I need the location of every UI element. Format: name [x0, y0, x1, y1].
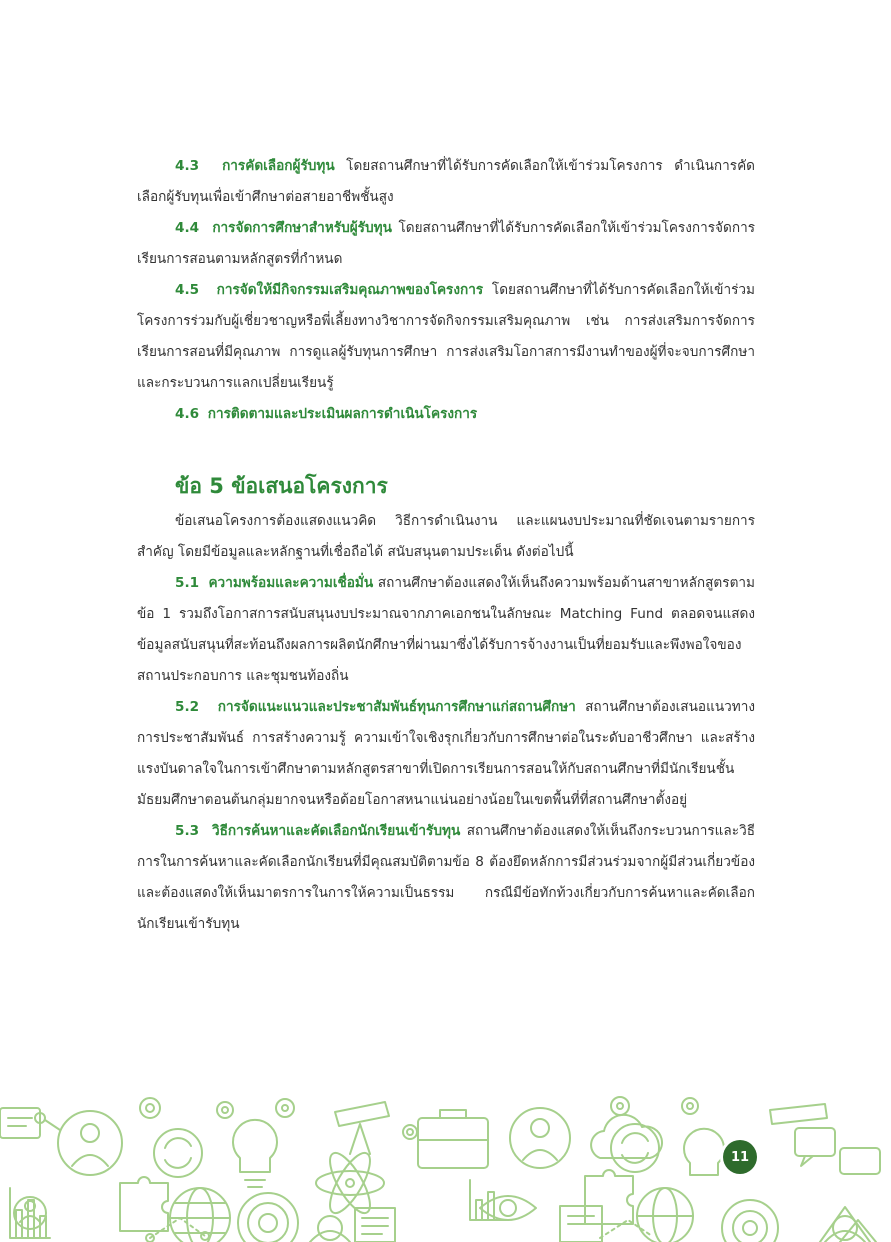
- section-number: 5.3: [175, 823, 200, 839]
- section-number: 4.3: [175, 158, 200, 174]
- globe-icon: [170, 1188, 693, 1242]
- section-4-5: [137, 275, 755, 399]
- document-icon: [355, 1206, 602, 1242]
- chapter-5-intro: ข้อเสนอโครงการต้องแสดงแนวคิด วิธีการดำเนินงาน และแผนงบประมาณที่ชัดเจนตามรายการสำคัญ โดยมีข้อมูลและหลักฐานที่เชื่อถือได้ สนับสนุนตามประเด็น ดังต่อไปนี้: [137, 513, 755, 560]
- page-number-badge: 11: [723, 1140, 757, 1174]
- section-heading: วิธีการค้นหาและคัดเลือกนักเรียนเข้ารับทุน: [212, 823, 461, 839]
- section-number: 5.1: [175, 575, 200, 591]
- section-number: 4.5: [175, 282, 200, 298]
- section-number: 5.2: [175, 699, 200, 715]
- section-heading: การคัดเลือกผู้รับทุน: [222, 158, 335, 174]
- section-heading: การจัดให้มีกิจกรรมเสริมคุณภาพของโครงการ: [216, 282, 484, 298]
- decorative-education-pattern: [0, 1088, 891, 1242]
- briefcase-icon: [418, 1110, 488, 1168]
- bar-chart-icon: [10, 1180, 506, 1238]
- puzzle-icon: [120, 1170, 633, 1231]
- section-body: โดยสถานศึกษาที่ได้รับการคัดเลือกให้เข้าร่วมโครงการ ดำเนินการคัดเลือกผู้รับทุนเพื่อเข้าศึกษาต่อสายอาชีพชั้นสูง: [137, 158, 755, 205]
- section-body: สถานศึกษาต้องแสดงให้เห็นถึงความพร้อมด้านสาขาหลักสูตรตามข้อ 1 รวมถึงโอกาสการสนับสนุนงบประมาณจากภาคเอกชนในลักษณะ Matching Fund ตลอดจนแสดงข้อมูลสนับสนุนที่สะท้อนถึงผลการผลิตนักศึกษาที่ผ่านมาซึ่งได้รับการจ้างงานเป็นที่ยอมรับและพึงพอใจของสถานประกอบการ และชุมชนท้องถิ่น: [137, 575, 755, 684]
- section-body: สถานศึกษาต้องเสนอแนวทางการประชาสัมพันธ์ การสร้างความรู้ ความเข้าใจเชิงรุกเกี่ยวกับการศึกษาต่อในระดับอาชีวศึกษา และสร้างแรงบันดาลใจในการเข้าศึกษาตามหลักสูตรสาขาที่เปิดการเรียนการสอนให้กับสถานศึกษาที่มีนักเรียนชั้นมัธยมศึกษาตอนต้นกลุ่มยากจนหรือด้อยโอกาสหนาแน่นอย่างน้อยในเขตพื้นที่ที่สถานศึกษาตั้งอยู่: [137, 699, 755, 808]
- section-4-6: [137, 399, 755, 430]
- section-heading: ความพร้อมและความเชื่อมั่น: [208, 575, 374, 591]
- section-heading: การจัดแนะแนวและประชาสัมพันธ์ทุนการศึกษาแก่สถานศึกษา: [217, 699, 576, 715]
- section-body: โดยสถานศึกษาที่ได้รับการคัดเลือกให้เข้าร่วมโครงการร่วมกับผู้เชี่ยวชาญหรือพี่เลี้ยงทางวิชาการจัดกิจกรรมเสริมคุณภาพ เช่น การส่งเสริมการจัดการเรียนการสอนที่มีคุณภาพ การดูแลผู้รับทุนการศึกษา การส่งเสริมโอกาสการมีงานทำของผู้ที่จะจบการศึกษา และกระบวนการแลกเปลี่ยนเรียนรู้: [137, 282, 755, 391]
- page-content: [137, 151, 755, 940]
- section-4-4: [137, 213, 755, 275]
- mountain-icon: [820, 1207, 876, 1242]
- section-5-2: [137, 692, 755, 816]
- people-network-icon: [14, 1111, 122, 1229]
- section-heading: การติดตามและประเมินผลการดำเนินโครงการ: [207, 406, 478, 422]
- section-number: 4.6: [175, 406, 200, 422]
- section-heading: การจัดการศึกษาสำหรับผู้รับทุน: [212, 220, 392, 236]
- monitor-icon: [0, 1108, 40, 1138]
- section-body: โดยสถานศึกษาที่ได้รับการคัดเลือกให้เข้าร่วมโครงการจัดการเรียนการสอนตามหลักสูตรที่กำหนด: [137, 220, 755, 267]
- section-5-1: [137, 568, 755, 692]
- section-number: 4.4: [175, 220, 200, 236]
- chapter-5-title: ข้อ 5 ข้อเสนอโครงการ: [175, 474, 388, 498]
- speech-bubble-icon: [795, 1128, 880, 1174]
- section-body: สถานศึกษาต้องแสดงให้เห็นถึงกระบวนการและวิธีการในการค้นหาและคัดเลือกนักเรียนที่มีคุณสมบัติตามข้อ 8 ต้องยึดหลักการมีส่วนร่วมจากผู้มีส่วนเกี่ยวข้อง และต้องแสดงให้เห็นมาตรการในการให้ความเป็นธรรม กรณีมีข้อทักท้วงเกี่ยวกับการค้นหาและคัดเลือกนักเรียนเข้ารับทุน: [137, 823, 755, 932]
- section-4-3: [137, 151, 755, 213]
- section-5-3: [137, 816, 755, 940]
